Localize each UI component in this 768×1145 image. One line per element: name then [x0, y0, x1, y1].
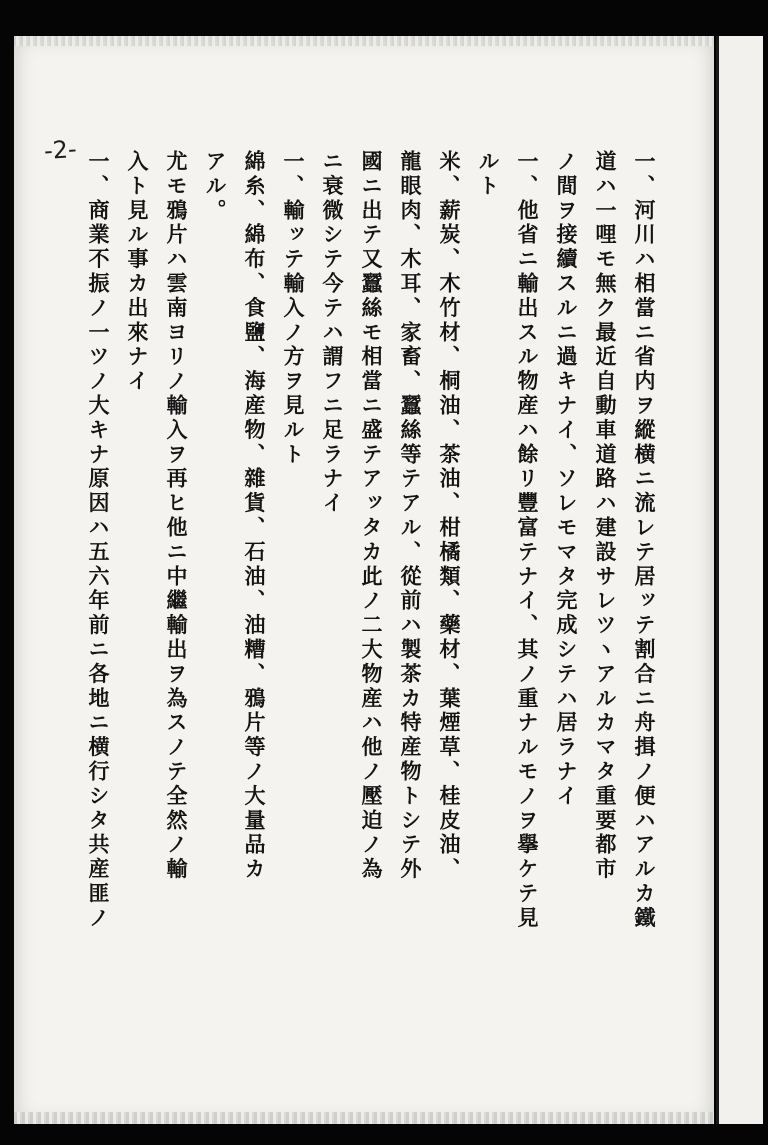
text-column: 米、薪炭、木竹材、桐油、茶油、柑橘類、藥材、葉煙草、桂皮油、	[437, 150, 462, 882]
page-top-edge	[14, 36, 714, 46]
text-column: 國ニ出テ又蠶絲モ相當ニ盛テアッタカ此ノ二大物産ハ他ノ壓迫ノ為	[359, 150, 384, 882]
text-column: 一、河川ハ相當ニ省内ヲ縱横ニ流レテ居ッテ割合ニ舟揖ノ便ハアルカ鐵	[632, 150, 657, 931]
text-column: ルト	[476, 150, 501, 199]
text-column: 尤モ鴉片ハ雲南ヨリノ輸入ヲ再ヒ他ニ中繼輸出ヲ為スノテ全然ノ輸	[164, 150, 189, 882]
text-column: 道ハ一哩モ無ク最近自動車道路ハ建設サレツヽアルカマタ重要都市	[593, 150, 618, 882]
text-column: 入ト見ル事カ出來ナイ	[125, 150, 150, 394]
page-number: -2-	[43, 134, 78, 166]
vertical-text-block	[84, 150, 674, 1050]
text-column: ノ間ヲ接續スルニ過キナイ、ソレモマタ完成シテハ居ラナイ	[554, 150, 579, 809]
text-column: 一、他省ニ輸出スル物産ハ餘リ豐富テナイ、其ノ重ナルモノヲ擧ケテ見	[515, 150, 540, 931]
text-column: ニ衰微シテ今テハ謂フニ足ラナイ	[320, 150, 345, 516]
text-column: 龍眼肉、木耳、家畜、蠶絲等テアル、從前ハ製茶カ特産物トシテ外	[398, 150, 423, 882]
page-bottom-edge	[14, 1112, 714, 1124]
adjacent-page-strip	[716, 36, 763, 1124]
text-column: 一、商業不振ノ一ツノ大キナ原因ハ五六年前ニ各地ニ横行シタ共産匪ノ	[86, 150, 111, 931]
text-column: 綿糸、綿布、食鹽、海産物、雜貨、石油、油糟、鴉片等ノ大量品カ	[242, 150, 267, 882]
text-column: アル。	[203, 150, 228, 224]
text-column: 一、輸ッテ輸入ノ方ヲ見ルト	[281, 150, 306, 468]
